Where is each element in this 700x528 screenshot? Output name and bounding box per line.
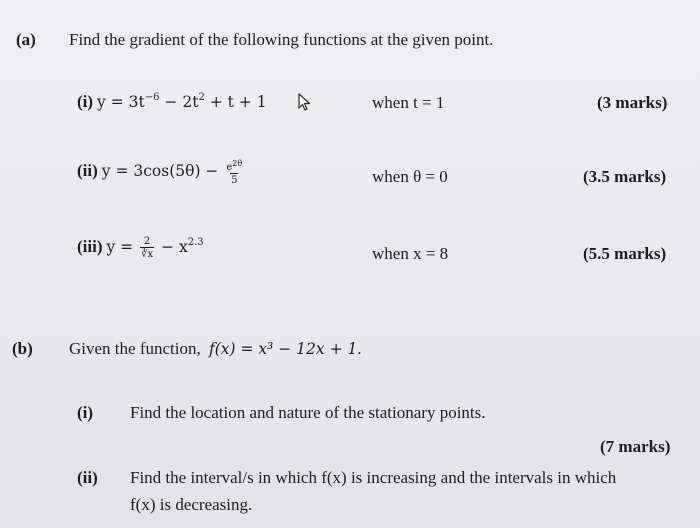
question-a-iii [77, 236, 204, 260]
question-a-i [77, 92, 267, 112]
question-b-i-text: Find the location and nature of the stationary points. [130, 403, 486, 422]
question-a-ii [77, 158, 245, 186]
question-number: (i) [77, 92, 94, 111]
condition-a-i: when t = 1 [372, 93, 445, 112]
question-number: (iii) [77, 237, 103, 256]
marks-a-iii: (5.5 marks) [583, 244, 667, 263]
part-a-prompt: Find the gradient of the following functions at the given point. [69, 30, 494, 49]
question-number: (ii) [77, 161, 98, 180]
equation: y = 3cos(5θ) − $\frac{e^{2\theta}}{5}$ [101, 159, 243, 186]
condition-a-iii: when x = 8 [372, 244, 449, 263]
part-a-label: (a) [16, 30, 36, 49]
function-definition: f(x) = x³ − 12x + 1 [208, 340, 358, 358]
part-b-prompt: Given the function, f(x) = x³ − 12x + 1. [69, 339, 362, 358]
question-b-ii-number: (ii) [77, 468, 98, 487]
question-b-ii-line-1: Find the interval/s in which f(x) is increasing and the intervals in which [130, 468, 617, 487]
fraction: $\frac{2}{∛x}$ [141, 236, 154, 260]
equation: y = $\frac{2}{∛x}$ − $x^{2.3}$ [106, 236, 204, 260]
question-b-ii-line-2: f(x) is decreasing. [130, 495, 253, 514]
marks-a-ii: (3.5 marks) [583, 167, 667, 186]
part-b-label: (b) [12, 339, 33, 358]
question-b-i-number: (i) [77, 403, 94, 422]
marks-b-i: (7 marks) [600, 437, 671, 456]
fraction: $\frac{e^{2\theta}}{5}$ [226, 159, 243, 186]
mouse-pointer-icon [298, 93, 312, 111]
equation: $y = 3t^{-6} - 2t^2 + t + 1$ [97, 92, 267, 111]
marks-a-i: (3 marks) [597, 93, 668, 112]
condition-a-ii: when θ = 0 [372, 167, 448, 186]
